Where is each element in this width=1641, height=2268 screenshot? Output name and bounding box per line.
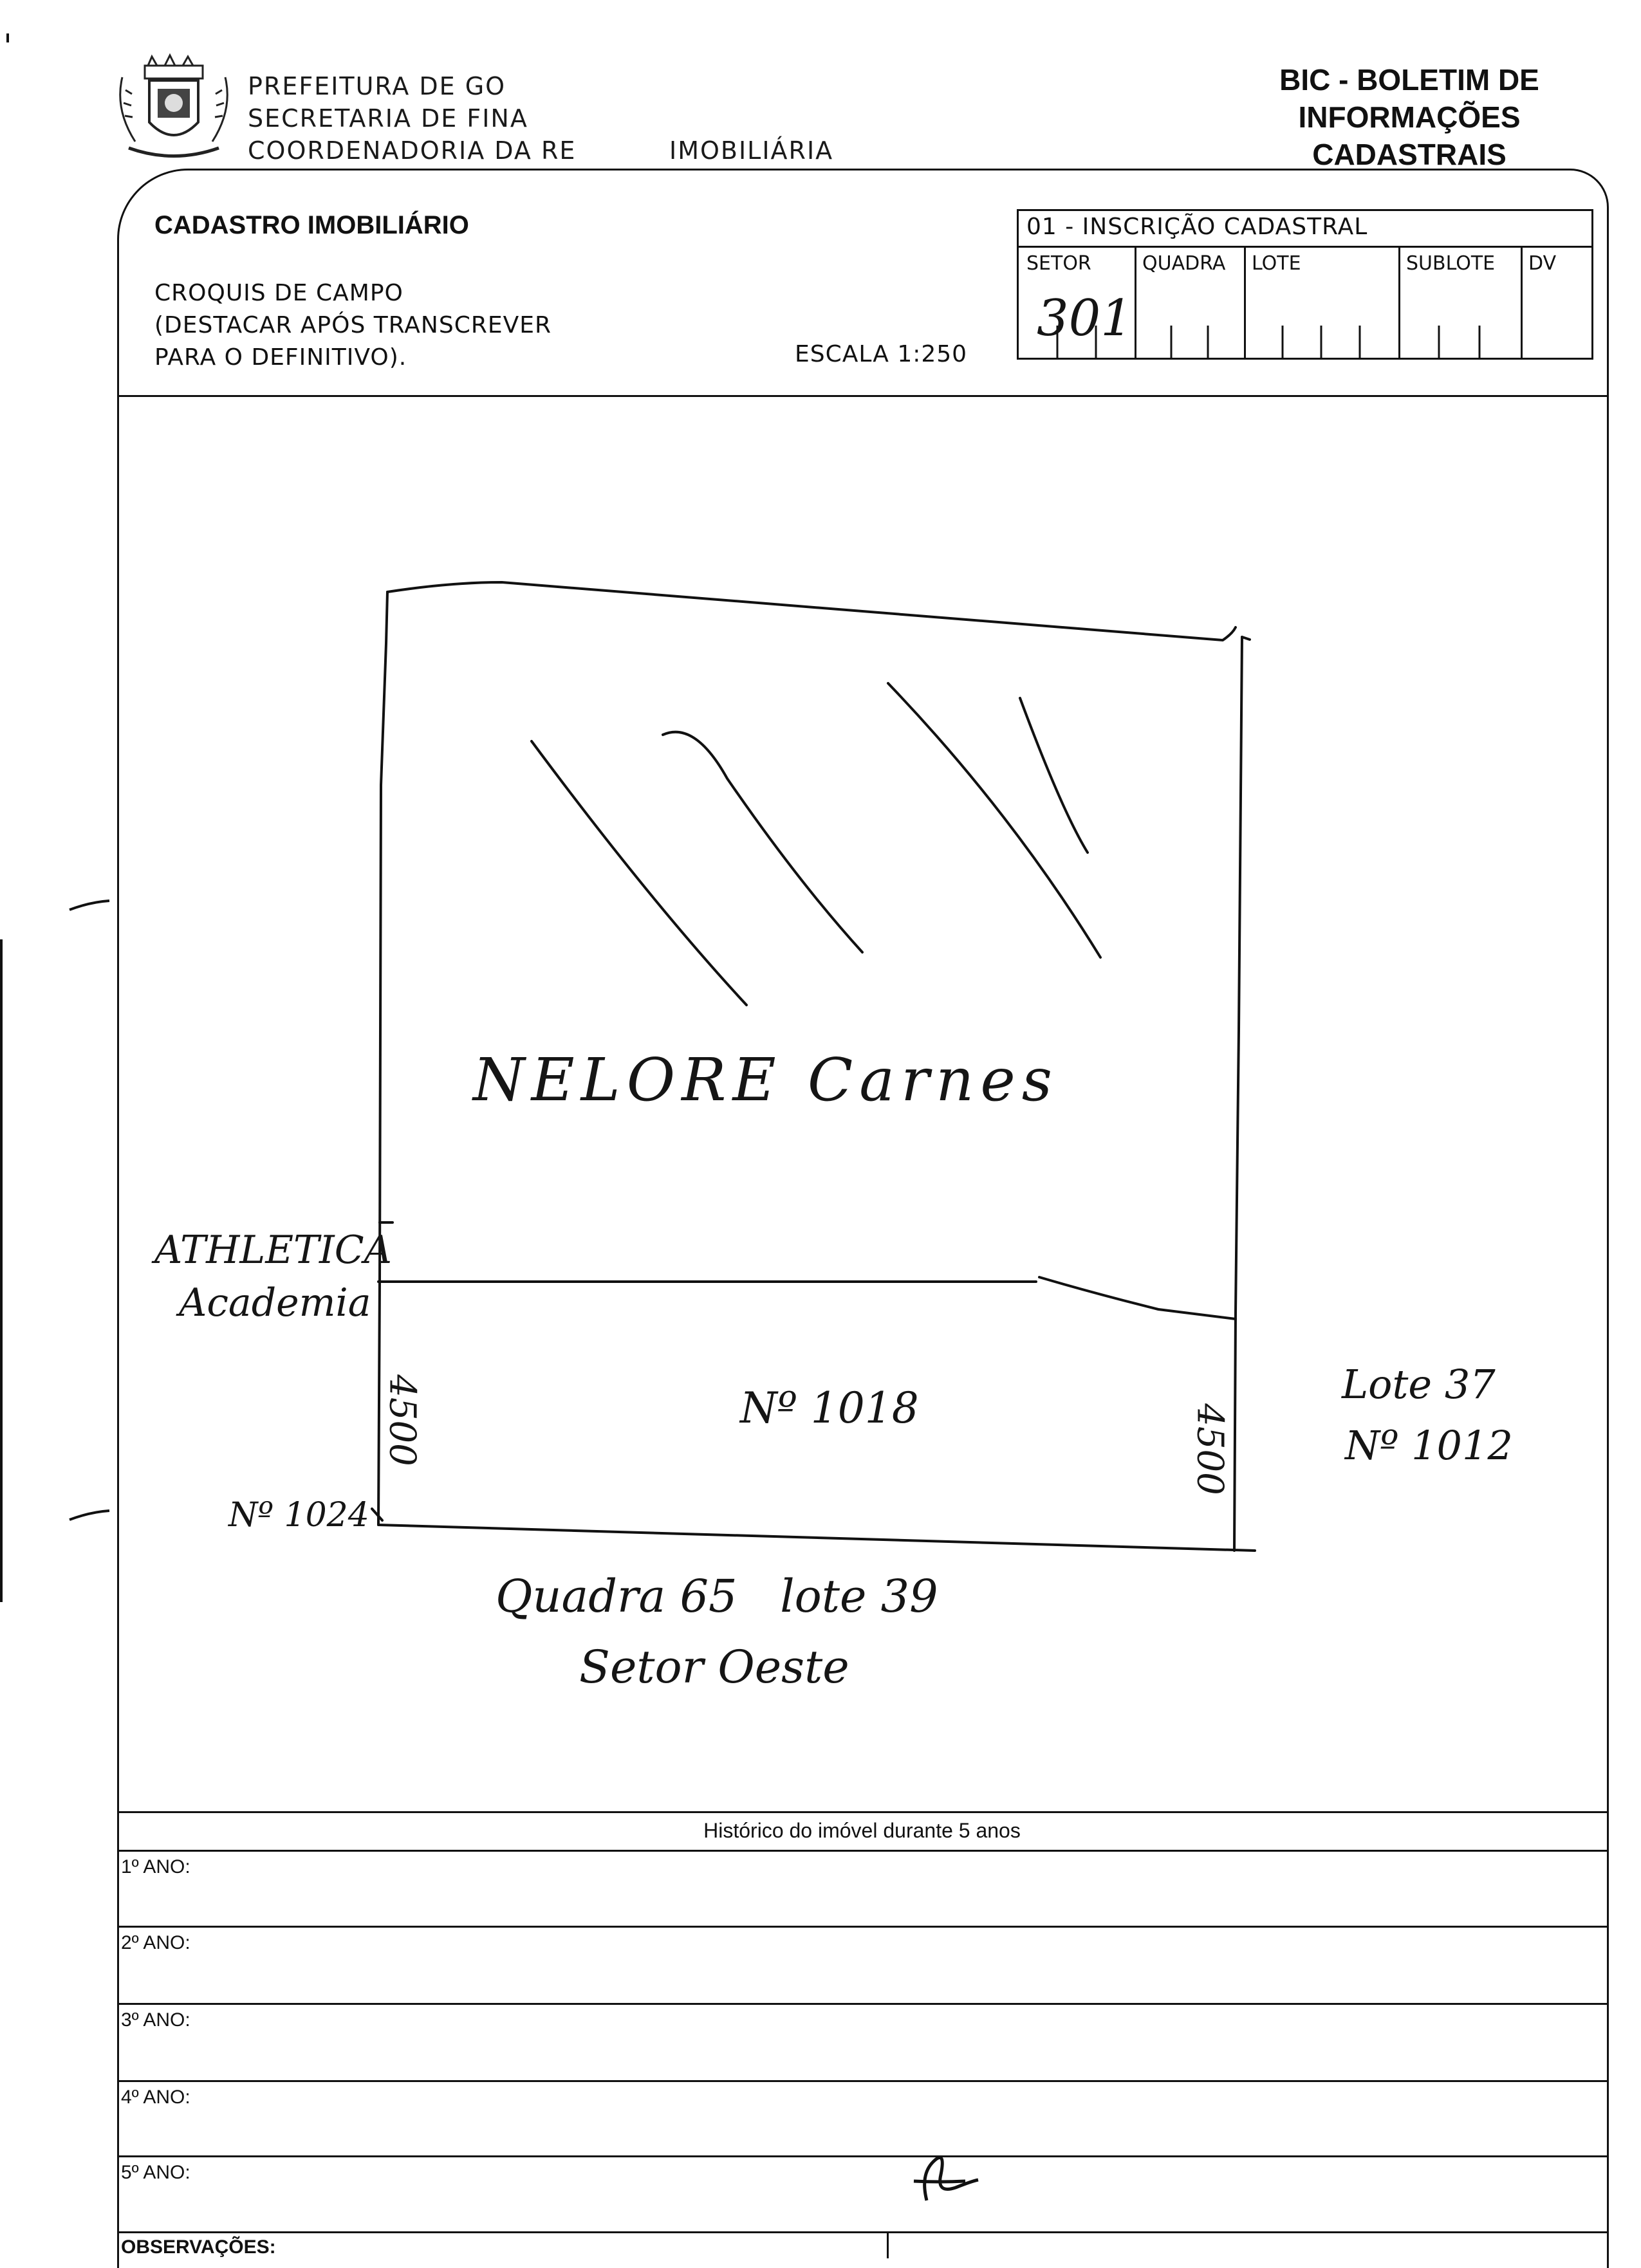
column-quadra: QUADRA [1142, 252, 1226, 275]
setor-value: 301 [1037, 290, 1133, 347]
history-row-border [117, 1926, 1607, 1928]
neighbor-right-line-2: Nº 1012 [1345, 1422, 1513, 1469]
margin-marks [0, 0, 129, 2258]
neighbor-left-line-2: Academia [179, 1280, 371, 1325]
history-year-2: 2º ANO: [121, 1932, 190, 1953]
dimension-right: 4500 [1189, 1403, 1231, 1495]
instructions-line-2: (DESTACAR APÓS TRANSCREVER [154, 312, 552, 338]
instructions-line-1: CROQUIS DE CAMPO [154, 280, 403, 306]
history-row-border [117, 2080, 1607, 2082]
instructions-line-3: PARA O DEFINITIVO). [154, 344, 407, 371]
history-row-border [117, 1850, 1607, 1852]
column-setor: SETOR [1026, 252, 1091, 275]
history-top-border [117, 1811, 1607, 1813]
column-dv: DV [1528, 252, 1557, 275]
column-sublote: SUBLOTE [1406, 252, 1496, 275]
location-line-1: Quadra 65 lote 39 [496, 1570, 938, 1623]
street-number-center: Nº 1018 [740, 1383, 919, 1433]
history-row-border [117, 2003, 1607, 2005]
org-line-3: COORDENADORIA DA RE [248, 136, 577, 165]
doc-title-line-2: INFORMAÇÕES CADASTRAIS [1298, 100, 1521, 171]
inscricao-title: 01 - INSCRIÇÃO CADASTRAL [1026, 214, 1368, 240]
number-left: Nº 1024 [228, 1496, 369, 1535]
neighbor-right-line-1: Lote 37 [1342, 1361, 1496, 1408]
handwritten-signature [901, 2149, 991, 2213]
dimension-left: 4500 [381, 1374, 423, 1466]
observations-label: OBSERVAÇÕES: [121, 2236, 276, 2258]
history-year-4: 4º ANO: [121, 2087, 190, 2108]
org-line-3-end: IMOBILIÁRIA [669, 136, 834, 165]
history-title: Histórico do imóvel durante 5 anos [703, 1819, 1021, 1842]
history-year-1: 1º ANO: [121, 1856, 190, 1877]
scale-label: ESCALA 1:250 [795, 341, 968, 367]
history-row-border [117, 2155, 1607, 2157]
location-line-2: Setor Oeste [579, 1641, 849, 1693]
org-line-2: SECRETARIA DE FINA [248, 104, 528, 133]
history-year-3: 3º ANO: [121, 2009, 190, 2031]
org-line-1: PREFEITURA DE GO [248, 72, 506, 100]
observations-divider [887, 2231, 889, 2258]
column-lote: LOTE [1252, 252, 1301, 275]
doc-title-line-1: BIC - BOLETIM DE [1279, 63, 1539, 97]
history-year-5: 5º ANO: [121, 2162, 190, 2183]
building-label: NELORE Carnes [473, 1046, 1059, 1114]
section-title: CADASTRO IMOBILIÁRIO [154, 211, 469, 239]
observations-top-border [117, 2231, 1607, 2233]
neighbor-left-line-1: ATHLETICA [154, 1228, 392, 1273]
